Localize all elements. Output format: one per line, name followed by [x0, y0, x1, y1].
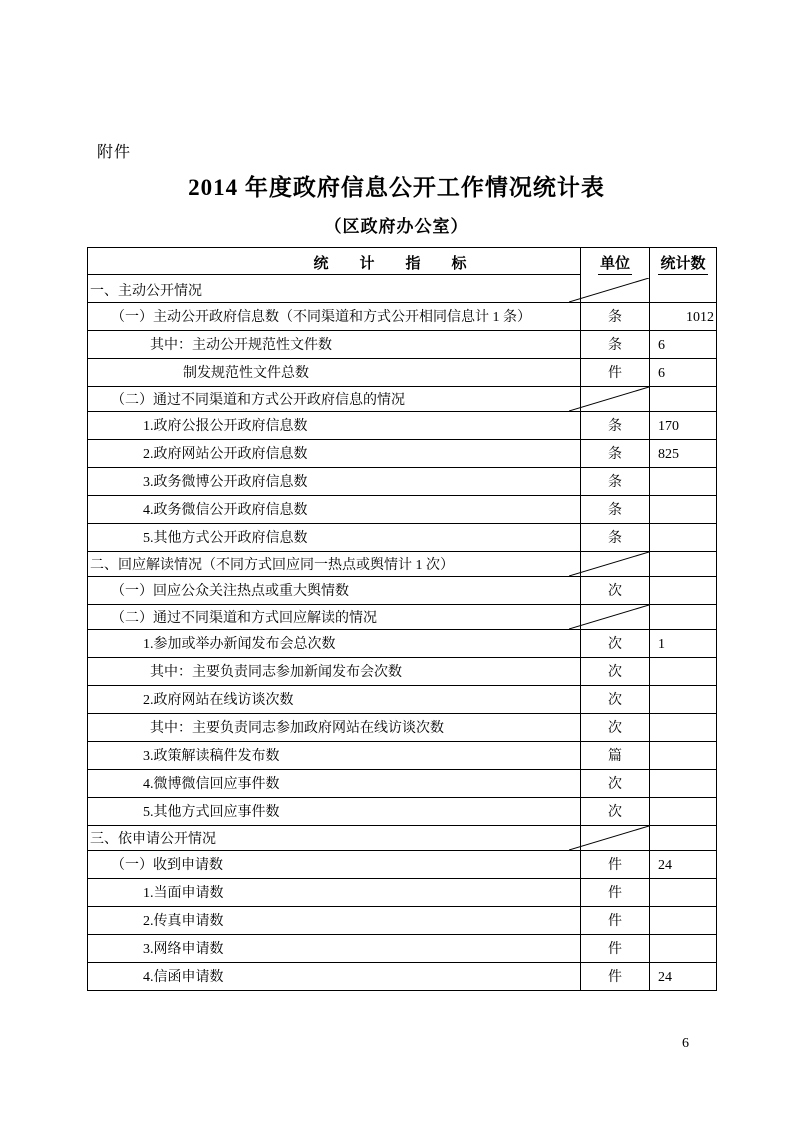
unit-text: 次 [608, 693, 622, 708]
col-header-indicator: 统 计 指 标 [88, 256, 580, 275]
unit-cell [580, 605, 649, 629]
value-text: 1 [658, 637, 665, 652]
table-row [88, 741, 716, 769]
value-cell [649, 963, 716, 990]
value-cell [649, 714, 716, 741]
value-cell [649, 496, 716, 523]
unit-cell [580, 798, 649, 825]
indicator-cell [88, 412, 580, 439]
indicator-text: 制发规范性文件总数 [183, 366, 309, 381]
page-title: 2014 年度政府信息公开工作情况统计表 [188, 175, 605, 200]
indicator-text: 2.传真申请数 [143, 914, 224, 929]
diagonal-line-icon [569, 278, 649, 302]
value-cell [649, 524, 716, 551]
value-cell [649, 879, 716, 906]
unit-text: 条 [608, 475, 622, 490]
indicator-text: 4.信函申请数 [143, 970, 224, 985]
unit-text: 件 [608, 858, 622, 873]
indicator-cell [88, 851, 580, 878]
indicator-text: （一）收到申请数 [111, 858, 223, 873]
indicator-cell [88, 359, 580, 386]
unit-cell [580, 412, 649, 439]
indicator-text: 其中：主动公开规范性文件数 [150, 338, 332, 353]
table-header-row [88, 248, 716, 278]
unit-cell [580, 658, 649, 685]
table-row [88, 411, 716, 439]
table-row [88, 797, 716, 825]
value-cell [649, 798, 716, 825]
unit-cell [580, 742, 649, 769]
indicator-cell [88, 630, 580, 657]
table-row [88, 330, 716, 358]
indicator-text: （二）通过不同渠道和方式回应解读的情况 [111, 611, 377, 626]
col-header-unit: 单位 [598, 256, 632, 275]
indicator-text: 2.政府网站公开政府信息数 [143, 447, 308, 462]
value-text: 6 [658, 366, 665, 381]
unit-text: 篇 [608, 749, 622, 764]
indicator-cell [88, 686, 580, 713]
unit-cell [580, 826, 649, 850]
table-row [88, 769, 716, 797]
unit-cell [580, 552, 649, 576]
unit-cell [580, 524, 649, 551]
value-text: 6 [658, 338, 665, 353]
indicator-text: 5.其他方式回应事件数 [143, 805, 280, 820]
table-row [88, 604, 716, 629]
unit-header-cell [580, 248, 649, 278]
table-row [88, 713, 716, 741]
indicator-cell [88, 963, 580, 990]
unit-cell [580, 278, 649, 302]
unit-text: 条 [608, 419, 622, 434]
table-row [88, 934, 716, 962]
table-row [88, 850, 716, 878]
table-row [88, 467, 716, 495]
indicator-text: （一）主动公开政府信息数（不同渠道和方式公开相同信息计 1 条） [111, 310, 531, 325]
table-row [88, 551, 716, 576]
indicator-text: 其中：主要负责同志参加政府网站在线访谈次数 [150, 721, 444, 736]
unit-text: 件 [608, 914, 622, 929]
unit-text: 条 [608, 531, 622, 546]
indicator-cell [88, 331, 580, 358]
indicator-text: 1.参加或举办新闻发布会总次数 [143, 637, 336, 652]
value-text: 24 [658, 858, 672, 873]
value-cell [649, 658, 716, 685]
unit-text: 次 [608, 584, 622, 599]
unit-text: 次 [608, 665, 622, 680]
unit-text: 件 [608, 942, 622, 957]
indicator-text: 2.政府网站在线访谈次数 [143, 693, 294, 708]
diagonal-line-icon [569, 552, 649, 576]
unit-text: 次 [608, 805, 622, 820]
count-header-cell [649, 248, 716, 278]
value-cell [649, 552, 716, 576]
unit-cell [580, 331, 649, 358]
table-row [88, 302, 716, 330]
indicator-text: 3.政务微博公开政府信息数 [143, 475, 308, 490]
indicator-text: 三、依申请公开情况 [90, 832, 216, 847]
unit-cell [580, 907, 649, 934]
diagonal-line-icon [569, 387, 649, 411]
indicator-text: 3.网络申请数 [143, 942, 224, 957]
value-cell [649, 359, 716, 386]
value-cell [649, 468, 716, 495]
indicator-text: 5.其他方式公开政府信息数 [143, 531, 308, 546]
unit-cell [580, 686, 649, 713]
unit-cell [580, 440, 649, 467]
indicator-text: （一）回应公众关注热点或重大舆情数 [111, 584, 349, 599]
indicator-cell [88, 770, 580, 797]
indicator-cell [88, 278, 580, 302]
unit-text: 次 [608, 637, 622, 652]
unit-cell [580, 879, 649, 906]
indicator-text: 一、主动公开情况 [90, 284, 202, 299]
indicator-text: 1.政府公报公开政府信息数 [143, 419, 308, 434]
indicator-text: 4.政务微信公开政府信息数 [143, 503, 308, 518]
value-cell [649, 686, 716, 713]
unit-cell [580, 468, 649, 495]
unit-cell [580, 577, 649, 604]
indicator-header-cell [88, 248, 580, 278]
unit-cell [580, 851, 649, 878]
indicator-cell [88, 658, 580, 685]
indicator-cell [88, 907, 580, 934]
unit-cell [580, 630, 649, 657]
unit-text: 条 [608, 447, 622, 462]
diagonal-line-icon [569, 605, 649, 629]
unit-text: 件 [608, 886, 622, 901]
unit-text: 件 [608, 366, 622, 381]
page-number: 6 [682, 1036, 689, 1051]
unit-cell [580, 770, 649, 797]
table-row [88, 523, 716, 551]
value-cell [649, 907, 716, 934]
table-row [88, 685, 716, 713]
indicator-cell [88, 552, 580, 576]
value-text: 24 [658, 970, 672, 985]
page-subtitle: （区政府办公室） [324, 217, 469, 236]
indicator-cell [88, 440, 580, 467]
unit-text: 条 [608, 503, 622, 518]
indicator-text: （二）通过不同渠道和方式公开政府信息的情况 [111, 393, 405, 408]
indicator-text: 4.微博微信回应事件数 [143, 777, 280, 792]
indicator-cell [88, 496, 580, 523]
value-cell [649, 387, 716, 411]
value-cell [649, 826, 716, 850]
table-row [88, 657, 716, 685]
indicator-cell [88, 468, 580, 495]
table-body [88, 278, 716, 990]
value-cell [649, 303, 716, 330]
table-row [88, 439, 716, 467]
table-row [88, 906, 716, 934]
unit-text: 条 [608, 338, 622, 353]
value-cell [649, 605, 716, 629]
indicator-cell [88, 303, 580, 330]
value-cell [649, 770, 716, 797]
attachment-label: 附件 [97, 144, 132, 161]
table-row [88, 576, 716, 604]
unit-text: 次 [608, 777, 622, 792]
indicator-cell [88, 714, 580, 741]
unit-cell [580, 963, 649, 990]
indicator-cell [88, 387, 580, 411]
indicator-cell [88, 935, 580, 962]
value-text: 170 [658, 419, 679, 434]
unit-cell [580, 387, 649, 411]
unit-text: 次 [608, 721, 622, 736]
unit-text: 条 [608, 310, 622, 325]
indicator-cell [88, 605, 580, 629]
value-cell [649, 742, 716, 769]
indicator-text: 其中：主要负责同志参加新闻发布会次数 [150, 665, 402, 680]
table-row [88, 278, 716, 302]
table-row [88, 962, 716, 990]
value-text: 825 [658, 447, 679, 462]
diagonal-line-icon [569, 826, 649, 850]
unit-text: 件 [608, 970, 622, 985]
indicator-cell [88, 879, 580, 906]
indicator-text: 二、回应解读情况（不同方式回应同一热点或舆情计 1 次） [90, 558, 454, 573]
indicator-cell [88, 826, 580, 850]
indicator-text: 1.当面申请数 [143, 886, 224, 901]
value-cell [649, 440, 716, 467]
value-text: 1012 [686, 310, 714, 325]
unit-cell [580, 714, 649, 741]
unit-cell [580, 359, 649, 386]
table-row [88, 358, 716, 386]
table-row [88, 629, 716, 657]
table-row [88, 386, 716, 411]
value-cell [649, 278, 716, 302]
col-header-count: 统计数 [658, 256, 707, 275]
indicator-cell [88, 798, 580, 825]
indicator-cell [88, 577, 580, 604]
value-cell [649, 331, 716, 358]
value-cell [649, 851, 716, 878]
indicator-cell [88, 742, 580, 769]
value-cell [649, 577, 716, 604]
statistics-table [87, 247, 717, 991]
table-row [88, 878, 716, 906]
unit-cell [580, 496, 649, 523]
table-row [88, 495, 716, 523]
unit-cell [580, 935, 649, 962]
unit-cell [580, 303, 649, 330]
value-cell [649, 630, 716, 657]
table-row [88, 825, 716, 850]
value-cell [649, 412, 716, 439]
indicator-cell [88, 524, 580, 551]
value-cell [649, 935, 716, 962]
indicator-text: 3.政策解读稿件发布数 [143, 749, 280, 764]
